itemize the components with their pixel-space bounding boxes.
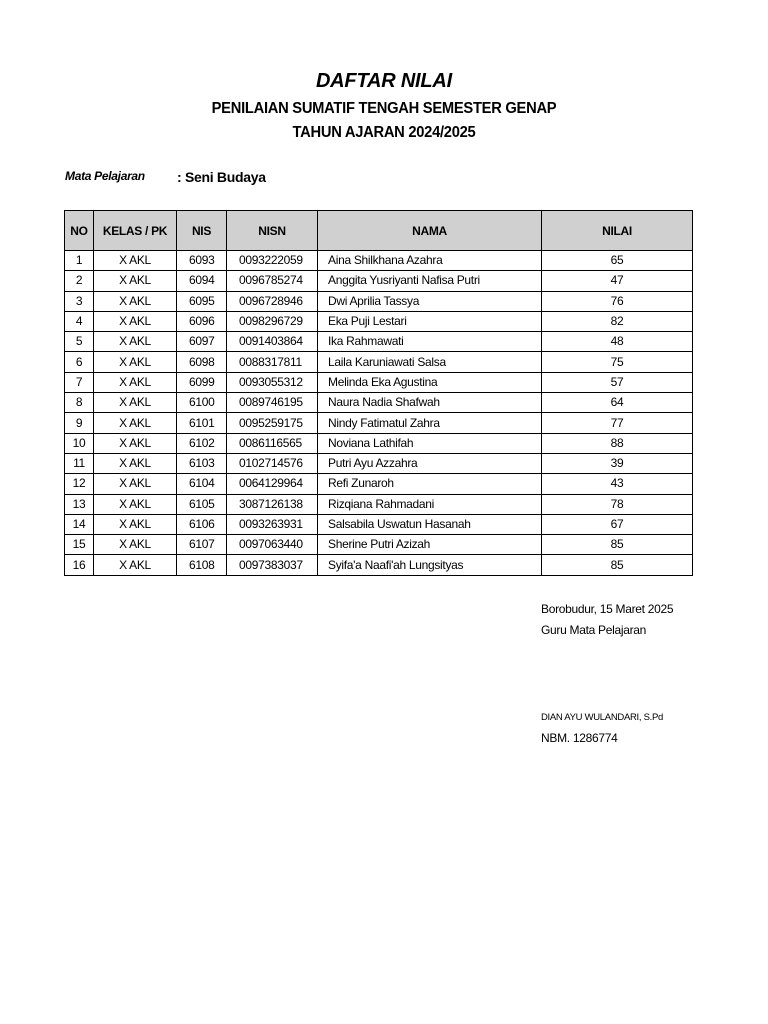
cell-kelas: X AKL: [94, 535, 177, 555]
cell-nisn: 0095259175: [227, 413, 318, 433]
cell-no: 7: [65, 372, 94, 392]
table-row: [65, 291, 693, 311]
cell-nilai: 85: [542, 555, 693, 575]
cell-nama: Dwi Aprilia Tassya: [318, 291, 542, 311]
cell-nisn: 0093263931: [227, 514, 318, 534]
cell-nisn: 3087126138: [227, 494, 318, 514]
table-row: [65, 372, 693, 392]
cell-nisn: 0064129964: [227, 474, 318, 494]
cell-nilai: 67: [542, 514, 693, 534]
cell-nama: Salsabila Uswatun Hasanah: [318, 514, 542, 534]
cell-kelas: X AKL: [94, 433, 177, 453]
cell-nisn: 0091403864: [227, 332, 318, 352]
cell-nis: 6094: [177, 271, 227, 291]
subject-label: Mata Pelajaran: [65, 169, 145, 183]
cell-kelas: X AKL: [94, 514, 177, 534]
table-row: [65, 555, 693, 575]
cell-nis: 6108: [177, 555, 227, 575]
cell-nilai: 82: [542, 311, 693, 331]
cell-nisn: 0093222059: [227, 251, 318, 271]
cell-no: 16: [65, 555, 94, 575]
cell-nis: 6099: [177, 372, 227, 392]
cell-nis: 6106: [177, 514, 227, 534]
cell-nisn: 0093055312: [227, 372, 318, 392]
cell-nis: 6105: [177, 494, 227, 514]
cell-nilai: 88: [542, 433, 693, 453]
column-header-nama: NAMA: [318, 211, 542, 251]
cell-nisn: 0096785274: [227, 271, 318, 291]
cell-nis: 6101: [177, 413, 227, 433]
table-row: [65, 352, 693, 372]
subject-value: : Seni Budaya: [177, 169, 266, 185]
cell-nis: 6107: [177, 535, 227, 555]
table-row: [65, 332, 693, 352]
cell-no: 3: [65, 291, 94, 311]
column-header-nis: NIS: [177, 211, 227, 251]
cell-nilai: 47: [542, 271, 693, 291]
cell-nama: Eka Puji Lestari: [318, 311, 542, 331]
cell-nilai: 75: [542, 352, 693, 372]
table-row: [65, 494, 693, 514]
cell-nama: Anggita Yusriyanti Nafisa Putri: [318, 271, 542, 291]
table-row: [65, 251, 693, 271]
cell-kelas: X AKL: [94, 393, 177, 413]
cell-nis: 6097: [177, 332, 227, 352]
cell-no: 13: [65, 494, 94, 514]
cell-nilai: 65: [542, 251, 693, 271]
cell-nis: 6104: [177, 474, 227, 494]
cell-nis: 6100: [177, 393, 227, 413]
cell-kelas: X AKL: [94, 271, 177, 291]
document-title: DAFTAR NILAI: [315, 70, 453, 92]
cell-kelas: X AKL: [94, 372, 177, 392]
cell-nilai: 48: [542, 332, 693, 352]
cell-no: 8: [65, 393, 94, 413]
cell-kelas: X AKL: [94, 453, 177, 473]
column-header-no: NO: [65, 211, 94, 251]
cell-nisn: 0086116565: [227, 433, 318, 453]
cell-no: 11: [65, 453, 94, 473]
cell-kelas: X AKL: [94, 494, 177, 514]
cell-nama: Syifa'a Naafi'ah Lungsityas: [318, 555, 542, 575]
cell-no: 12: [65, 474, 94, 494]
table-row: [65, 514, 693, 534]
table-row: [65, 393, 693, 413]
cell-nilai: 64: [542, 393, 693, 413]
cell-nis: 6096: [177, 311, 227, 331]
cell-nisn: 0096728946: [227, 291, 318, 311]
cell-nilai: 78: [542, 494, 693, 514]
cell-nisn: 0088317811: [227, 352, 318, 372]
cell-kelas: X AKL: [94, 413, 177, 433]
signature-role: Guru Mata Pelajaran: [541, 623, 647, 637]
column-header-nisn: NISN: [227, 211, 318, 251]
cell-nama: Ika Rahmawati: [318, 332, 542, 352]
cell-nama: Noviana Lathifah: [318, 433, 542, 453]
cell-no: 1: [65, 251, 94, 271]
cell-kelas: X AKL: [94, 251, 177, 271]
cell-nisn: 0102714576: [227, 453, 318, 473]
cell-no: 15: [65, 535, 94, 555]
cell-nama: Laila Karuniawati Salsa: [318, 352, 542, 372]
signature-nbm: NBM. 1286774: [541, 731, 618, 745]
cell-nilai: 39: [542, 453, 693, 473]
cell-kelas: X AKL: [94, 352, 177, 372]
cell-nis: 6098: [177, 352, 227, 372]
cell-no: 9: [65, 413, 94, 433]
cell-nama: Rizqiana Rahmadani: [318, 494, 542, 514]
cell-nis: 6103: [177, 453, 227, 473]
cell-nis: 6095: [177, 291, 227, 311]
table-row: [65, 433, 693, 453]
academic-year: TAHUN AJARAN 2024/2025: [292, 124, 476, 141]
document-subtitle: PENILAIAN SUMATIF TENGAH SEMESTER GENAP: [211, 100, 557, 117]
grades-table: [64, 210, 693, 576]
cell-nisn: 0097383037: [227, 555, 318, 575]
cell-no: 5: [65, 332, 94, 352]
cell-nama: Naura Nadia Shafwah: [318, 393, 542, 413]
signature-place-date: Borobudur, 15 Maret 2025: [541, 602, 674, 616]
table-row: [65, 311, 693, 331]
cell-nama: Melinda Eka Agustina: [318, 372, 542, 392]
table-row: [65, 535, 693, 555]
cell-nisn: 0098296729: [227, 311, 318, 331]
cell-nama: Refi Zunaroh: [318, 474, 542, 494]
cell-no: 2: [65, 271, 94, 291]
cell-nisn: 0097063440: [227, 535, 318, 555]
cell-nilai: 77: [542, 413, 693, 433]
table-row: [65, 413, 693, 433]
cell-nama: Aina Shilkhana Azahra: [318, 251, 542, 271]
cell-kelas: X AKL: [94, 555, 177, 575]
cell-nilai: 43: [542, 474, 693, 494]
table-row: [65, 453, 693, 473]
cell-no: 4: [65, 311, 94, 331]
cell-nis: 6093: [177, 251, 227, 271]
cell-kelas: X AKL: [94, 474, 177, 494]
cell-nilai: 57: [542, 372, 693, 392]
cell-kelas: X AKL: [94, 311, 177, 331]
column-header-kelas: KELAS / PK: [94, 211, 177, 251]
cell-nis: 6102: [177, 433, 227, 453]
cell-no: 6: [65, 352, 94, 372]
cell-nilai: 85: [542, 535, 693, 555]
cell-nama: Sherine Putri Azizah: [318, 535, 542, 555]
cell-no: 10: [65, 433, 94, 453]
table-header-row: [65, 211, 693, 251]
cell-nama: Nindy Fatimatul Zahra: [318, 413, 542, 433]
column-header-nilai: NILAI: [542, 211, 693, 251]
cell-nisn: 0089746195: [227, 393, 318, 413]
table-row: [65, 474, 693, 494]
cell-kelas: X AKL: [94, 332, 177, 352]
cell-kelas: X AKL: [94, 291, 177, 311]
cell-nilai: 76: [542, 291, 693, 311]
signature-name: DIAN AYU WULANDARI, S.Pd: [541, 712, 663, 723]
cell-no: 14: [65, 514, 94, 534]
table-row: [65, 271, 693, 291]
cell-nama: Putri Ayu Azzahra: [318, 453, 542, 473]
